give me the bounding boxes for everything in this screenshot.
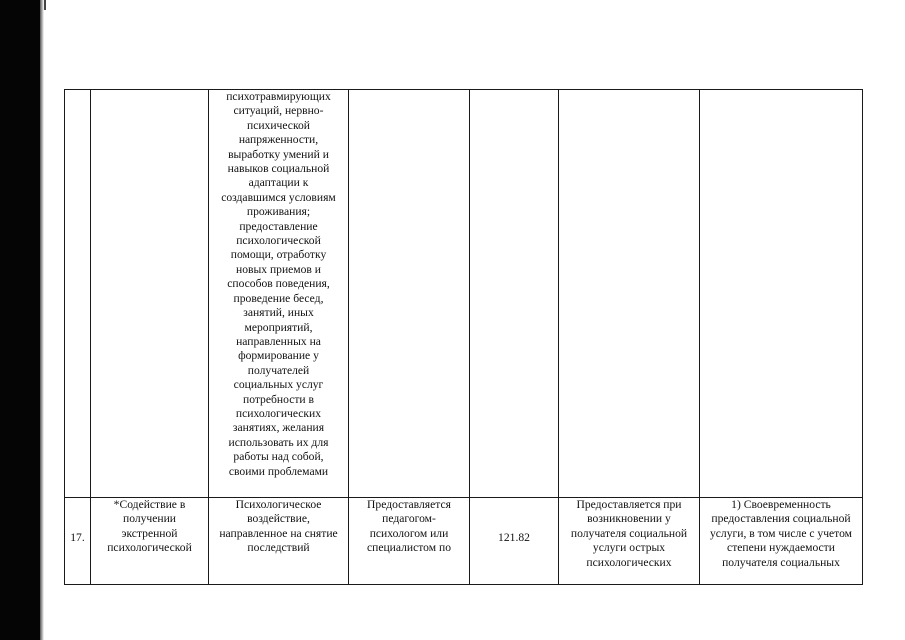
cell-number — [65, 498, 91, 585]
scan-dark-edge — [0, 0, 40, 640]
cell-frequency — [559, 90, 700, 498]
tariff-value: 121.82 — [498, 530, 530, 544]
scan-corner-mark — [44, 0, 46, 10]
cell-provider — [349, 90, 470, 498]
cell-service-content: Психологическое воздействие, направленное на снятие последствий — [209, 498, 349, 585]
cell-number — [65, 90, 91, 498]
services-table — [64, 89, 863, 585]
table-row-17 — [65, 498, 863, 585]
scan-edge-shadow — [40, 0, 44, 640]
cell-provider: Предоставляется педагогом- психологом или специалистом по — [349, 498, 470, 585]
table-row-continued — [65, 90, 863, 498]
row-number: 17. — [70, 530, 85, 544]
cell-service-name — [91, 90, 209, 498]
cell-service-content: психотравмирующих ситуаций, нервно- психической напряженности, выработку умений и навыков социальной адаптации к создавшимся условиям проживания; предоставление психологической помощи, отработку новых приемов и способов поведения, проведение бесед, занятий, иных мероприятий, направленных на формирование у получателей социальных услуг потребности в психологических занятиях, желания использовать их для работы над собой, своими проблемами — [209, 90, 349, 498]
cell-frequency: Предоставляется при возникновении у получателя социальной услуги острых психологических — [559, 498, 700, 585]
cell-quality: 1) Своевременность предоставления социальной услуги, в том числе с учетом степени нуждаемости получателя социальных — [700, 498, 863, 585]
cell-tariff — [470, 90, 559, 498]
cell-service-name: *Содействие в получении экстренной психологической — [91, 498, 209, 585]
cell-tariff — [470, 498, 559, 585]
cell-quality — [700, 90, 863, 498]
